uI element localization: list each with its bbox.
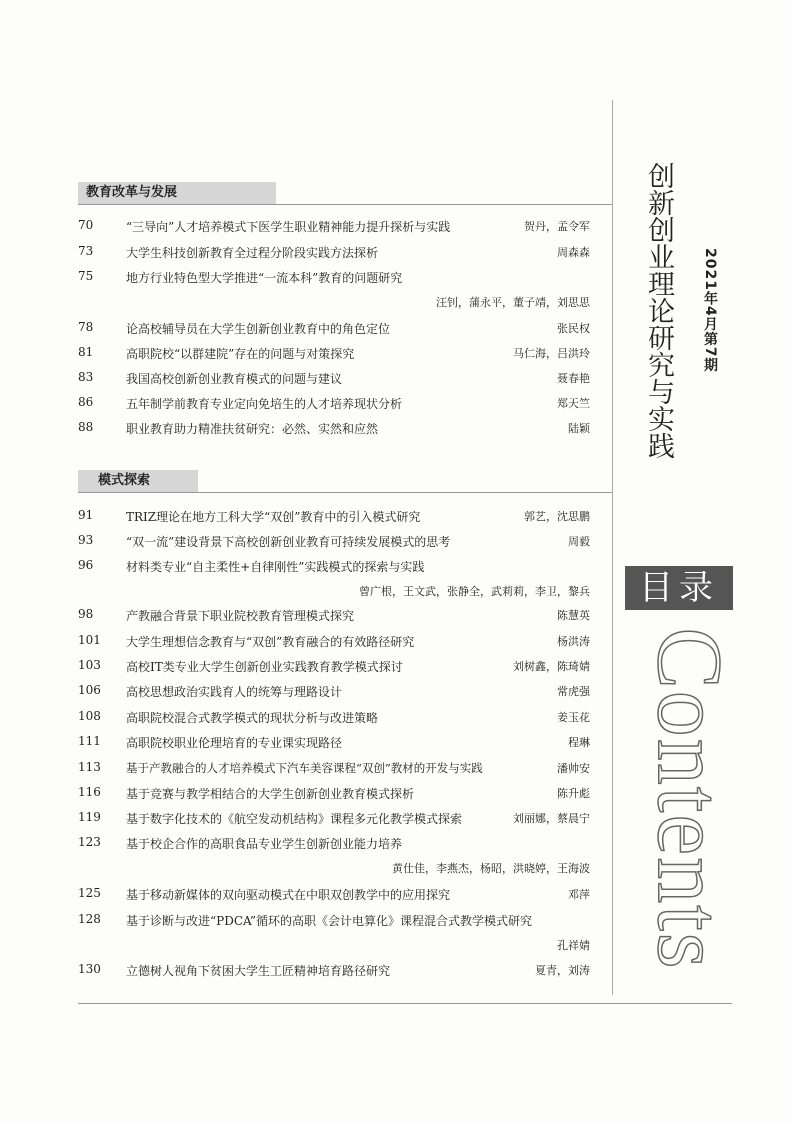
page-number: 128 [78, 912, 101, 926]
article-authors: 聂春艳 [557, 372, 590, 385]
page-number: 91 [78, 508, 94, 522]
article-authors: 陈慧英 [557, 609, 590, 622]
page-number: 93 [78, 533, 94, 547]
page-number: 96 [78, 558, 94, 572]
article-authors: 程琳 [568, 736, 590, 749]
page-number: 123 [78, 835, 101, 849]
article-title: 立德树人视角下贫困大学生工匠精神培育路径研究 [126, 964, 391, 978]
article-title: 五年制学前教育专业定向免培生的人才培养现状分析 [126, 397, 403, 411]
article-authors: 常虎强 [557, 685, 590, 698]
vertical-divider [612, 100, 613, 995]
bottom-divider [78, 1003, 732, 1004]
contents-word: Contents [639, 626, 741, 971]
toc-label: 目录 [625, 566, 733, 610]
article-title: 高校IT类专业大学生创新创业实践教育教学模式探讨 [126, 660, 403, 674]
page-number: 130 [78, 962, 101, 976]
page-number: 101 [78, 633, 101, 647]
article-title: 地方行业特色型大学推进“一流本科”教育的问题研究 [126, 271, 403, 285]
page-number: 78 [78, 320, 94, 334]
article-authors: 邓萍 [568, 888, 590, 901]
page-number: 111 [78, 734, 101, 748]
article-title: 高职院校混合式教学模式的现状分析与改进策略 [126, 711, 379, 725]
article-authors: 周毅 [568, 535, 590, 548]
article-authors: 陆颖 [568, 422, 590, 435]
page-number: 119 [78, 810, 101, 824]
article-authors: 陈升彪 [557, 787, 590, 800]
article-title: 论高校辅导员在大学生创新创业教育中的角色定位 [126, 322, 391, 336]
journal-title: 创新创业理论研究与实践 [643, 162, 674, 459]
article-title: 我国高校创新创业教育模式的问题与建议 [126, 372, 343, 386]
article-title: 高校思想政治实践育人的统筹与理路设计 [126, 685, 343, 699]
article-title: 大学生理想信念教育与“双创”教育融合的有效路径研究 [126, 635, 415, 649]
article-authors: 刘树鑫，陈琦婧 [513, 660, 590, 673]
page-number: 81 [78, 345, 94, 359]
article-authors: 贺丹，孟令军 [524, 220, 590, 233]
article-authors: 姜玉花 [557, 711, 590, 724]
article-title: 基于诊断与改进“PDCA”循环的高职《会计电算化》课程混合式教学模式研究 [126, 914, 533, 928]
article-title: 基于数字化技术的《航空发动机结构》课程多元化教学模式探索 [126, 812, 463, 826]
page-number: 103 [78, 658, 101, 672]
article-authors: 刘丽娜，蔡晨宁 [513, 812, 590, 825]
page-number: 98 [78, 607, 94, 621]
section-heading-education-reform [78, 182, 612, 205]
page-number: 73 [78, 244, 94, 258]
article-title: 高职院校“以群建院”存在的问题与对策探究 [126, 347, 355, 361]
page-number: 70 [78, 218, 94, 232]
article-authors: 周森森 [557, 246, 590, 259]
article-authors: 郭艺，沈思鹏 [524, 510, 590, 523]
page-number: 106 [78, 683, 101, 697]
section-heading-model-exploration [78, 470, 612, 493]
article-authors: 夏青，刘涛 [535, 964, 590, 977]
page-number: 125 [78, 886, 101, 900]
page-number: 83 [78, 370, 94, 384]
article-authors: 郑天竺 [557, 397, 590, 410]
page-number: 116 [78, 785, 101, 799]
article-title: 大学生科技创新教育全过程分阶段实践方法探析 [126, 246, 379, 260]
article-authors: 黄仕佳，李燕杰，杨昭，洪晓婷，王海波 [392, 862, 590, 875]
article-authors: 潘帅安 [557, 762, 590, 775]
article-authors: 曾广根，王文武，张静全，武莉莉，李卫，黎兵 [359, 585, 590, 598]
page-number: 88 [78, 420, 94, 434]
page-number: 113 [78, 760, 101, 774]
article-authors: 汪钊，蒲永平，董子靖，刘思思 [436, 296, 590, 309]
article-authors: 马仁海，吕洪玲 [513, 347, 590, 360]
page-number: 86 [78, 395, 94, 409]
page-number: 108 [78, 709, 101, 723]
article-title: 材料类专业“自主柔性+自律刚性”实践模式的探索与实践 [126, 560, 425, 574]
section-heading-label: 模式探索 [78, 470, 198, 492]
issue-label: 2021年4月第7期 [702, 248, 718, 373]
article-authors: 孔祥婧 [557, 939, 590, 952]
article-title: “双一流”建设背景下高校创新创业教育可持续发展模式的思考 [126, 535, 451, 549]
article-authors: 杨洪涛 [557, 635, 590, 648]
article-title: 基于产教融合的人才培养模式下汽车美容课程“双创”教材的开发与实践 [126, 761, 483, 775]
article-authors: 张民权 [557, 322, 590, 335]
article-title: 产教融合背景下职业院校教育管理模式探究 [126, 609, 355, 623]
article-title: 职业教育助力精准扶贫研究：必然、实然和应然 [126, 422, 379, 436]
section-heading-label: 教育改革与发展 [78, 182, 276, 204]
article-title: 基于竞赛与教学相结合的大学生创新创业教育模式探析 [126, 787, 415, 801]
article-title: 高职院校职业伦理培育的专业课实现路径 [126, 736, 343, 750]
article-title: 基于校企合作的高职食品专业学生创新创业能力培养 [126, 837, 403, 851]
article-title: TRIZ理论在地方工科大学“双创”教育中的引入模式研究 [126, 510, 421, 524]
article-title: “三导向”人才培养模式下医学生职业精神能力提升探析与实践 [126, 220, 451, 234]
page-number: 75 [78, 269, 94, 283]
article-title: 基于移动新媒体的双向驱动模式在中职双创教学中的应用探究 [126, 888, 451, 902]
